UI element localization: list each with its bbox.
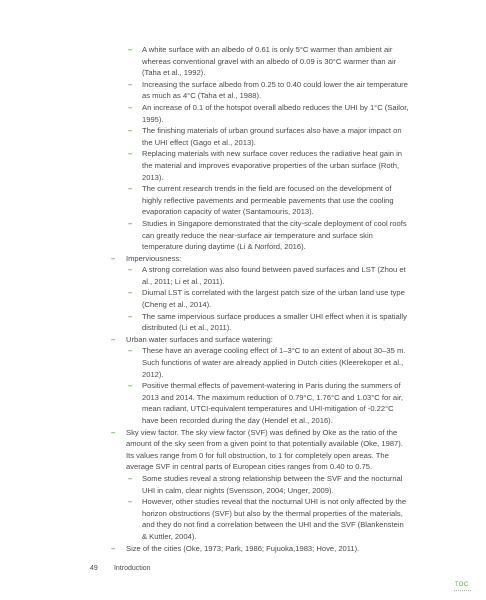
bullet-text: Positive thermal effects of pavement-watering in Paris during the summers of 2013 and 2014. The maximum reduction of 0.79°C, 1.76°C and 1.03°C for air, mean radiant, UTCI-equivalent temperatures and UHI-mitigation of -0.22°C have been recorded during the day (Hendel et al., 2016). bbox=[142, 381, 403, 425]
dash-bullet-icon: – bbox=[128, 126, 133, 136]
sub-bullet-item bbox=[0, 380, 486, 426]
bullet-text: The same impervious surface produces a smaller UHI effect when it is spatially distributed (Li et al., 2011). bbox=[142, 311, 407, 333]
dash-bullet-icon: – bbox=[128, 184, 133, 194]
sub-bullet-item bbox=[0, 264, 486, 287]
bullet-text: Diurnal LST is correlated with the largest patch size of the urban land use type (Cheng et al., 2014). bbox=[142, 288, 405, 310]
bullet-item bbox=[0, 334, 486, 346]
dash-bullet-icon: – bbox=[128, 79, 133, 89]
sub-bullet-item bbox=[0, 125, 486, 148]
sub-bullet-item bbox=[0, 311, 486, 334]
section-title: Introduction bbox=[113, 565, 151, 572]
dash-bullet-icon: – bbox=[128, 45, 133, 54]
dash-bullet-icon: – bbox=[128, 149, 133, 159]
dash-bullet-icon: – bbox=[128, 497, 133, 507]
dash-bullet-icon: – bbox=[111, 334, 116, 344]
sub-bullet-item bbox=[0, 183, 486, 218]
bullet-text: Size of the cities (Oke, 1973; Park, 1986; Fujuoka,1983; Hove, 2011). bbox=[126, 543, 360, 553]
dash-bullet-icon: – bbox=[111, 253, 116, 263]
bullet-text: Studies in Singapore demonstrated that the city-scale deployment of cool roofs can greatly reduce the near-surface air temperature and surface skin temperature during daytime (Li & Norford, 2016). bbox=[142, 218, 407, 252]
bullet-list bbox=[0, 44, 486, 554]
bullet-text: The finishing materials of urban ground surfaces also have a major impact on the UHI effect (Gago et al., 2013). bbox=[142, 126, 402, 147]
sub-bullet-item bbox=[0, 79, 486, 102]
sub-bullet-item bbox=[0, 148, 486, 183]
bullet-text: A white surface with an albedo of 0.61 is only 5°C warmer than ambient air whereas conventional gravel with an albedo of 0.09 is 30°C warmer than air (Taha et al., 1992). bbox=[142, 45, 397, 78]
page-number: 49 bbox=[90, 565, 98, 572]
dash-bullet-icon: – bbox=[128, 311, 133, 321]
bullet-text: Replacing materials with new surface cover reduces the radiative heat gain in the material and improves evaporative properties of the urban surface (Roth, 2013). bbox=[142, 149, 403, 182]
bullet-item bbox=[0, 427, 486, 473]
sub-bullet-item bbox=[0, 218, 486, 253]
dash-bullet-icon: – bbox=[128, 102, 133, 112]
bullet-text: An increase of 0.1 of the hotspot overall albedo reduces the UHI by 1°C (Sailor, 1995). bbox=[142, 102, 409, 124]
bullet-text: Imperviousness: bbox=[126, 253, 182, 263]
sub-bullet-item bbox=[0, 345, 486, 380]
bullet-item bbox=[0, 253, 486, 265]
dash-bullet-icon: – bbox=[128, 288, 133, 298]
bullet-item bbox=[0, 543, 486, 555]
bullet-text: Urban water surfaces and surface watering: bbox=[126, 334, 273, 344]
bullet-text: A strong correlation was also found between paved surfaces and LST (Zhou et al., 2011; Li et al., 2011). bbox=[142, 265, 406, 286]
bullet-text: The current research trends in the field are focused on the development of highly reflective pavements and permeable pavements that use the cooling evaporation capacity of water (Santamouris, 2013). bbox=[142, 184, 394, 217]
bullet-text: Increasing the surface albedo from 0.25 to 0.40 could lower the air temperature as much as 4°C (Taha et al., 1988). bbox=[142, 79, 408, 101]
dash-bullet-icon: – bbox=[111, 543, 116, 553]
toc-link[interactable]: TOC bbox=[455, 582, 469, 588]
sub-bullet-item bbox=[0, 287, 486, 310]
bullet-text: Some studies reveal a strong relationship between the SVF and the nocturnal UHI in calm, clear nights (Svensson, 2004; Unger, 2009). bbox=[142, 473, 403, 495]
dash-bullet-icon: – bbox=[128, 218, 133, 228]
bullet-text: However, other studies reveal that the nocturnal UHI is not only affected by the horizon obstructions (SVF) but also by the thermal properties of the materials, and they do not find a correlation between the UHI and the SVF (Blankenstein & Kuttler, 2004). bbox=[142, 497, 407, 541]
dash-bullet-icon: – bbox=[128, 346, 133, 356]
bullet-text: Sky view factor. The sky view factor (SVF) was defined by Oke as the ratio of the amount of the sky seen from a given point to that potentially available (Oke, 1987). Its values range from 0 for full obstruction, to 1 for completely open areas. The average SVF in central parts of European cities ranges from 0.40 to 0.75. bbox=[126, 427, 403, 472]
sub-bullet-item bbox=[0, 473, 486, 496]
dash-bullet-icon: – bbox=[128, 473, 133, 483]
dash-bullet-icon: – bbox=[128, 265, 133, 275]
toc-underline bbox=[454, 590, 471, 591]
sub-bullet-item bbox=[0, 496, 486, 542]
page-footer bbox=[90, 565, 151, 572]
dash-bullet-icon: – bbox=[128, 381, 133, 391]
dash-bullet-icon: – bbox=[111, 427, 116, 437]
sub-bullet-item bbox=[0, 102, 486, 125]
sub-bullet-item bbox=[0, 44, 486, 79]
bullet-text: These have an average cooling effect of 1–3°C to an extent of about 30–35 m. Such functions of water are already applied in Dutch cities (Kleerekoper et al., 2012). bbox=[142, 346, 406, 379]
